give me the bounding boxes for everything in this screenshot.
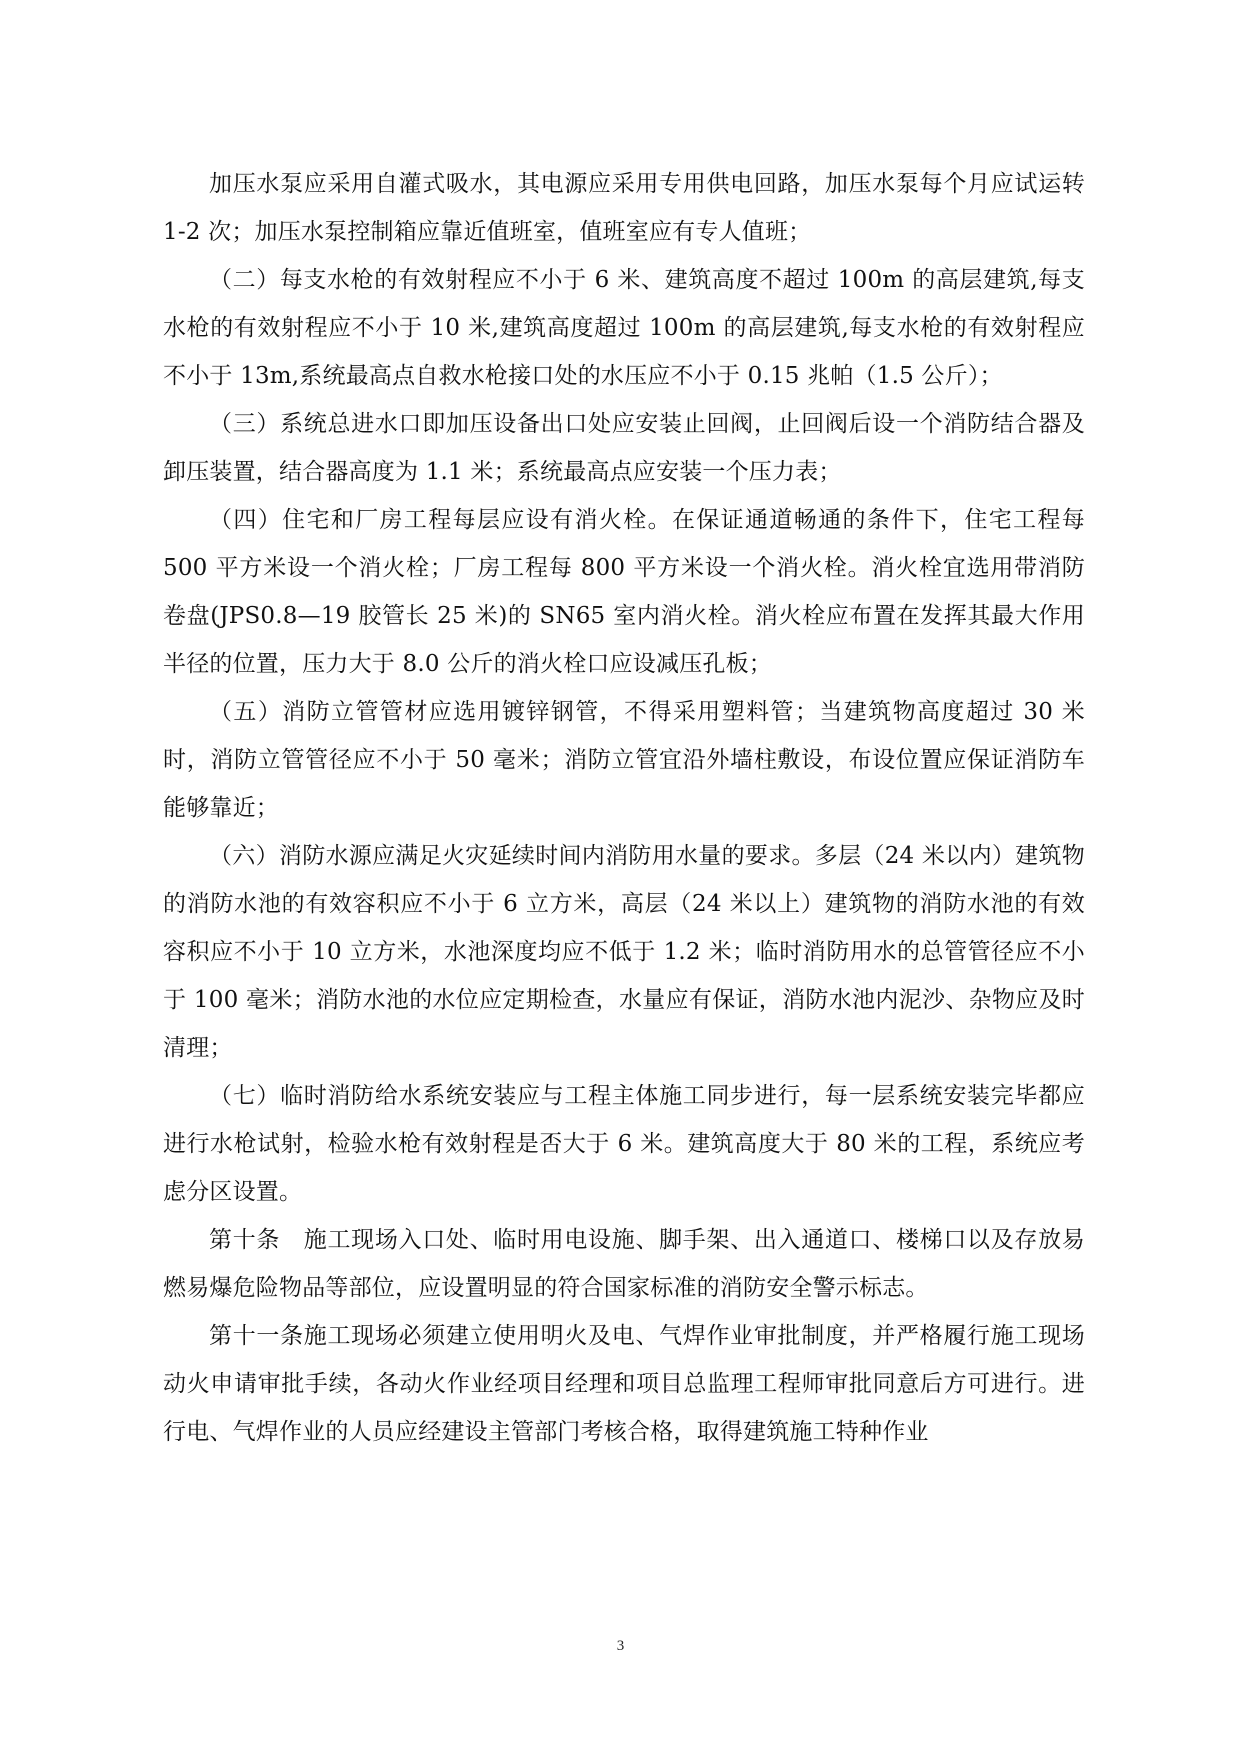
paragraph-item-4-hydrants: （四）住宅和厂房工程每层应设有消火栓。在保证通道畅通的条件下，住宅工程每 500 平方米设一个消火栓；厂房工程每 800 平方米设一个消火栓。消火栓宜选用带消防卷盘(JPS0.8—19 胶管长 25 米)的 SN65 室内消火栓。消火栓应布置在发挥其最大作用半径的位置，压力大于 8.0 公斤的消火栓口应设减压孔板；: [163, 507, 1085, 677]
paragraph-pump-power: 加压水泵应采用自灌式吸水，其电源应采用专用供电回路，加压水泵每个月应试运转 1-2 次；加压水泵控制箱应靠近值班室，值班室应有专人值班；: [163, 171, 1085, 245]
page-number: 3: [616, 1638, 625, 1654]
paragraph-item-6-water-source: （六）消防水源应满足火灾延续时间内消防用水量的要求。多层（24 米以内）建筑物的消防水池的有效容积应不小于 6 立方米，高层（24 米以上）建筑物的消防水池的有效容积应不小于 10 立方米，水池深度均应不低于 1.2 米；临时消防用水的总管管径应不小于 100 毫米；消防水池的水位应定期检查，水量应有保证，消防水池内泥沙、杂物应及时清理；: [163, 843, 1085, 1061]
paragraph-item-3-check-valve: （三）系统总进水口即加压设备出口处应安装止回阀，止回阀后设一个消防结合器及卸压装置，结合器高度为 1.1 米；系统最高点应安装一个压力表；: [163, 411, 1085, 485]
paragraph-item-2-nozzle-range: （二）每支水枪的有效射程应不小于 6 米、建筑高度不超过 100m 的高层建筑,每支水枪的有效射程应不小于 10 米,建筑高度超过 100m 的高层建筑,每支水枪的有效射程应不小于 13m,系统最高点自救水枪接口处的水压应不小于 0.15 兆帕（1.5 公斤）；: [163, 267, 1085, 389]
paragraph-article-10: 第十条 施工现场入口处、临时用电设施、脚手架、出入通道口、楼梯口以及存放易燃易爆危险物品等部位，应设置明显的符合国家标准的消防安全警示标志。: [163, 1227, 1085, 1301]
paragraph-item-7-installation: （七）临时消防给水系统安装应与工程主体施工同步进行，每一层系统安装完毕都应进行水枪试射，检验水枪有效射程是否大于 6 米。建筑高度大于 80 米的工程，系统应考虑分区设置。: [163, 1083, 1085, 1205]
paragraph-item-5-standpipe: （五）消防立管管材应选用镀锌钢管，不得采用塑料管；当建筑物高度超过 30 米时，消防立管管径应不小于 50 毫米；消防立管宜沿外墙柱敷设，布设位置应保证消防车能够靠近；: [163, 699, 1085, 821]
document-body: [163, 160, 1085, 1456]
paragraph-article-11: 第十一条施工现场必须建立使用明火及电、气焊作业审批制度，并严格履行施工现场动火申请审批手续，各动火作业经项目经理和项目总监理工程师审批同意后方可进行。进行电、气焊作业的人员应经建设主管部门考核合格，取得建筑施工特种作业: [163, 1323, 1085, 1445]
